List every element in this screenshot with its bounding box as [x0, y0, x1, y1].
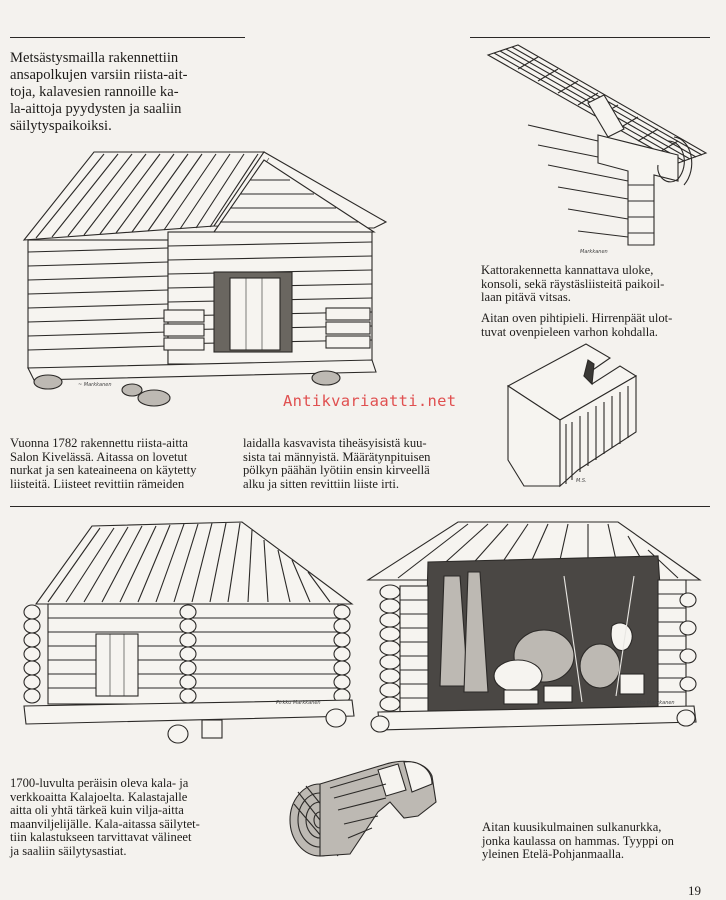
caption-storehouse-left: Vuonna 1782 rakennettu riista-aitta Salon Kivelässä. Aitassa on lovetut nurkat ja sen kateaineena on käytetty liisteitä. Liisteet revittiin rämeiden — [10, 436, 197, 491]
caption-corner-joint: Aitan kuusikulmainen sulkanurkka, jonka kaulassa on hammas. Tyyppi on yleinen Etelä-Pohjanmaalla. — [482, 820, 674, 862]
middle-rule — [10, 506, 710, 507]
watermark: Antikvariaatti.net — [283, 392, 457, 410]
artist-signature-1: ~ Markkanen — [78, 382, 112, 388]
top-rule-right — [470, 37, 710, 38]
caption-storehouse-right: laidalla kasvavista tiheäsyisistä kuu- sista tai männyistä. Määrätynpituisen pölkyn päähän lyötiin ensin kirveellä alku ja sitten revittiin liiste irti. — [243, 436, 431, 491]
artist-signature-4: Pirkko Markkanen — [276, 700, 321, 706]
caption-eave-detail: Kattorakennetta kannattava uloke, konsoli, sekä räystäsliisteitä paikoil- laan pitävä vitsas. — [481, 263, 665, 305]
eave-detail-drawing — [478, 45, 710, 255]
top-rule-left — [10, 37, 245, 38]
caption-fish-storehouse: 1700-luvulta peräisin oleva kala- ja verkkoaitta Kalajoelta. Kalastajalle aitta oli yhtä tärkeä kuin vilja-aitta maanviljelijälle. Kala-aitassa säilytet- tiin kalastukseen tarvittavat välineet ja saaliin säilytysastiat. — [10, 776, 200, 858]
corner-joint-drawing — [286, 732, 446, 862]
fish-storehouse-interior-drawing — [368, 516, 708, 752]
hunting-storehouse-drawing — [14, 140, 394, 425]
artist-signature-5: Pirkko Markkanen — [630, 700, 675, 706]
artist-signature-2: Markkanen — [580, 249, 608, 255]
artist-signature-3: M.S. — [576, 478, 587, 484]
caption-door-jamb: Aitan oven pihtipieli. Hirrenpäät ulot- tuvat ovenpieleen varhon kohdalla. — [481, 311, 673, 339]
page-number: 19 — [688, 883, 701, 898]
door-jamb-drawing — [500, 340, 700, 490]
intro-paragraph: Metsästysmailla rakennettiin ansapolkujen varsiin riista-ait- toja, kalavesien rannoille ka- la-aittoja pyydysten ja saaliin säilytyspaikoiksi. — [10, 50, 188, 134]
fish-storehouse-exterior-drawing — [12, 520, 362, 750]
